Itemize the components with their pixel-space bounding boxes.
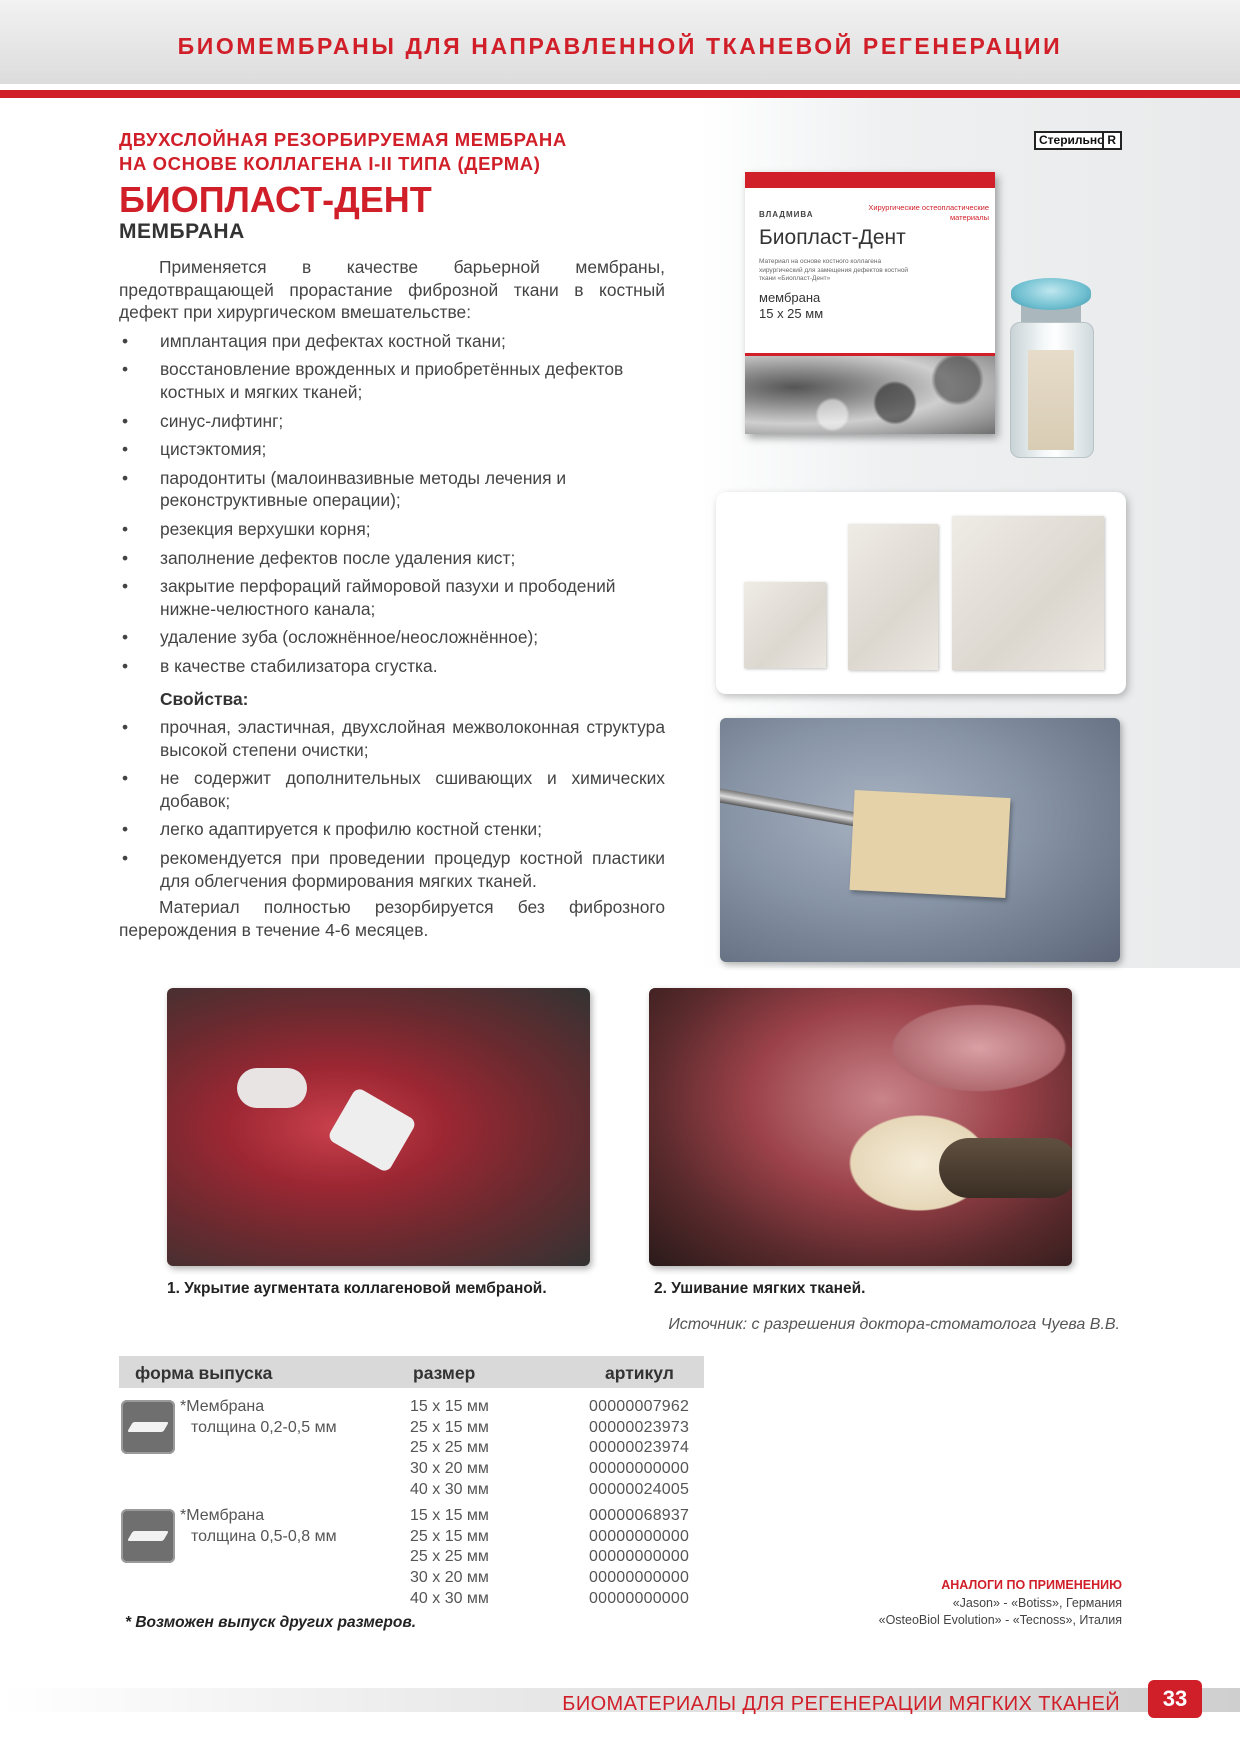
table-row-form xyxy=(180,1397,337,1438)
table-cell-size: 30 х 20 мм xyxy=(410,1460,489,1478)
bullet: • xyxy=(122,330,129,351)
list-item: • закрытие перфораций гайморовой пазухи и прободений нижне-челюстного канала; xyxy=(122,576,616,619)
sterile-badge-text: Стерильно xyxy=(1039,133,1105,147)
membrane-icon xyxy=(121,1509,175,1563)
membrane-icon xyxy=(121,1400,175,1454)
table-cell-size: 40 х 30 мм xyxy=(410,1480,489,1498)
package-bone-photo xyxy=(745,356,995,434)
clinical-photo-1 xyxy=(167,988,590,1266)
package-type-label: мембрана xyxy=(759,290,821,305)
page-number: 33 xyxy=(1148,1680,1202,1718)
table-cell-article: 00000023973 xyxy=(589,1418,690,1436)
list-item: • синус-лифтинг; xyxy=(122,410,284,431)
table-cell-article: 00000007962 xyxy=(589,1398,690,1415)
package-top-stripe xyxy=(745,172,995,188)
article-column xyxy=(589,1397,689,1501)
bullet: • xyxy=(122,359,129,380)
column-header-article: артикул xyxy=(605,1363,674,1383)
form-name: Мембрана xyxy=(186,1507,265,1524)
package-name: Биопласт-Дент xyxy=(759,226,906,249)
list-item: • цистэктомия; xyxy=(122,439,267,460)
membrane-samples-image xyxy=(716,492,1126,694)
list-item: • пародонтиты (малоинвазивные методы лечения и реконструктивные операции); xyxy=(122,467,567,511)
package-size-label: 15 х 25 мм xyxy=(759,306,824,321)
table-row-form xyxy=(180,1506,337,1547)
list-item: • прочная, эластичная, двухслойная межволоконная структура высокой степени очистки; xyxy=(122,717,665,760)
list-item: • рекомендуется при проведении процедур костной пластики для облегчения формирования мягких тканей. xyxy=(122,848,665,891)
closing-paragraph: Материал полностью резорбируется без фиброзного перерождения в течение 4-6 месяцев. xyxy=(119,897,665,940)
size-column xyxy=(410,1397,489,1501)
product-subtitle-line-1: ДВУХСЛОЙНАЯ РЕЗОРБИРУЕМАЯ МЕМБРАНА xyxy=(119,129,567,150)
table-cell-article: 00000000000 xyxy=(589,1548,690,1566)
bullet: • xyxy=(122,768,129,789)
table-cell-size: 25 х 15 мм xyxy=(410,1418,489,1436)
list-item: • восстановление врожденных и приобретённых дефектов костных и мягких тканей; xyxy=(122,359,624,402)
table-cell-article: 00000000000 xyxy=(589,1527,690,1545)
photo-2-lip xyxy=(879,998,1072,1098)
list-item: • заполнение дефектов после удаления кист; xyxy=(122,547,516,568)
vial-cap xyxy=(1011,278,1091,310)
analogs-line-1: «Jason» - «Botiss», Германия xyxy=(952,1596,1122,1610)
table-cell-size: 40 х 30 мм xyxy=(410,1589,489,1607)
product-name: БИОПЛАСТ-ДЕНТ xyxy=(119,179,432,220)
table-cell-size: 25 х 15 мм xyxy=(410,1527,489,1545)
table-cell-size: 15 х 15 мм xyxy=(410,1398,489,1415)
list-item: • резекция верхушки корня; xyxy=(122,518,371,539)
held-membrane xyxy=(849,790,1010,898)
analogs-title: АНАЛОГИ ПО ПРИМЕНЕНИЮ xyxy=(941,1578,1122,1592)
product-subtitle xyxy=(119,128,639,176)
analogs-line-2: «OsteoBiol Evolution» - «Tecnoss», Италия xyxy=(878,1613,1122,1627)
bullet: • xyxy=(122,467,129,488)
table-cell-article: 00000068937 xyxy=(589,1507,690,1524)
tweezers xyxy=(720,787,860,827)
product-package-image xyxy=(745,172,995,434)
photo-2-instrument xyxy=(939,1138,1072,1198)
bullet: • xyxy=(122,655,129,676)
sterile-badge xyxy=(1034,131,1122,150)
form-thickness: толщина 0,2-0,5 мм xyxy=(191,1418,337,1436)
bullet: • xyxy=(122,410,129,431)
membrane-sample-small xyxy=(744,582,826,668)
header-divider xyxy=(0,90,1240,98)
product-subtitle-line-2: НА ОСНОВЕ КОЛЛАГЕНА I-II ТИПА (ДЕРМА) xyxy=(119,153,541,174)
column-header-size: размер xyxy=(413,1363,476,1383)
package-description: Материал на основе костного коллагена хирургический для замещения дефектов костной ткани «Биопласт-Дент» xyxy=(759,258,909,282)
photo-1-caption: 1. Укрытие аугментата коллагеновой мембраной. xyxy=(167,1280,547,1297)
table-cell-article: 00000000000 xyxy=(589,1460,690,1478)
table-cell-size: 15 х 15 мм xyxy=(410,1507,489,1524)
table-header xyxy=(119,1356,704,1388)
photo-2-caption: 2. Ушивание мягких тканей. xyxy=(654,1280,866,1297)
bullet: • xyxy=(122,819,129,840)
form-name: Мембрана xyxy=(186,1398,265,1415)
table-cell-size: 30 х 20 мм xyxy=(410,1569,489,1587)
intro-paragraph: Применяется в качестве барьерной мембраны, предотвращающей прорастание фиброзной ткани в костный дефект при хирургическом вмешательстве: xyxy=(119,257,665,323)
vial-membrane xyxy=(1028,350,1074,450)
clinical-photo-2 xyxy=(649,988,1072,1266)
table-cell-article: 00000000000 xyxy=(589,1569,690,1587)
footer-title: БИОМАТЕРИАЛЫ ДЛЯ РЕГЕНЕРАЦИИ МЯГКИХ ТКАНЕЙ xyxy=(562,1693,1120,1715)
asterisk: * xyxy=(180,1398,187,1415)
package-brand: ВЛАДМИВА xyxy=(759,210,814,219)
description-body xyxy=(119,256,665,941)
list-item: • имплантация при дефектах костной ткани; xyxy=(122,330,506,351)
bullet: • xyxy=(122,627,129,648)
membrane-sample-medium xyxy=(848,524,938,670)
table-cell-article: 00000023974 xyxy=(589,1439,690,1457)
photo-source: Источник: с разрешения доктора-стоматолога Чуева В.В. xyxy=(668,1316,1120,1333)
table-note: * Возможен выпуск других размеров. xyxy=(125,1614,417,1631)
asterisk: * xyxy=(180,1507,187,1524)
form-thickness: толщина 0,5-0,8 мм xyxy=(191,1527,337,1545)
bullet: • xyxy=(122,576,129,597)
membrane-tweezers-photo xyxy=(720,718,1120,962)
list-item: • в качестве стабилизатора сгустка. xyxy=(122,655,438,676)
bullet: • xyxy=(122,848,129,869)
table-cell-article: 00000000000 xyxy=(589,1589,690,1607)
photo-1-membrane xyxy=(327,1087,418,1174)
table-cell-size: 25 х 25 мм xyxy=(410,1548,489,1566)
uses-list xyxy=(119,330,665,678)
list-item: • не содержит дополнительных сшивающих и химических добавок; xyxy=(122,768,665,811)
bullet: • xyxy=(122,439,129,460)
table-cell-size: 25 х 25 мм xyxy=(410,1439,489,1457)
list-item: • удаление зуба (осложнённое/неосложнённое); xyxy=(122,627,539,648)
membrane-sample-large xyxy=(952,516,1104,670)
table-cell-article: 00000024005 xyxy=(589,1480,690,1498)
bullet: • xyxy=(122,518,129,539)
properties-list xyxy=(119,716,665,892)
column-header-form: форма выпуска xyxy=(135,1363,273,1383)
package-type xyxy=(759,290,823,322)
article-column xyxy=(589,1506,689,1610)
photo-1-detail xyxy=(237,1068,307,1108)
sterile-badge-mark: R xyxy=(1102,133,1119,148)
bullet: • xyxy=(122,547,129,568)
bullet: • xyxy=(122,717,129,738)
product-type: МЕМБРАНА xyxy=(119,220,245,243)
size-column xyxy=(410,1506,489,1610)
list-item: • легко адаптируется к профилю костной стенки; xyxy=(122,819,542,840)
package-tagline: Хирургические остеопластические материалы xyxy=(868,203,989,222)
properties-heading: Свойства: xyxy=(160,688,249,709)
header-title: БИОМЕМБРАНЫ ДЛЯ НАПРАВЛЕННОЙ ТКАНЕВОЙ РЕГЕНЕРАЦИИ xyxy=(177,33,1063,59)
